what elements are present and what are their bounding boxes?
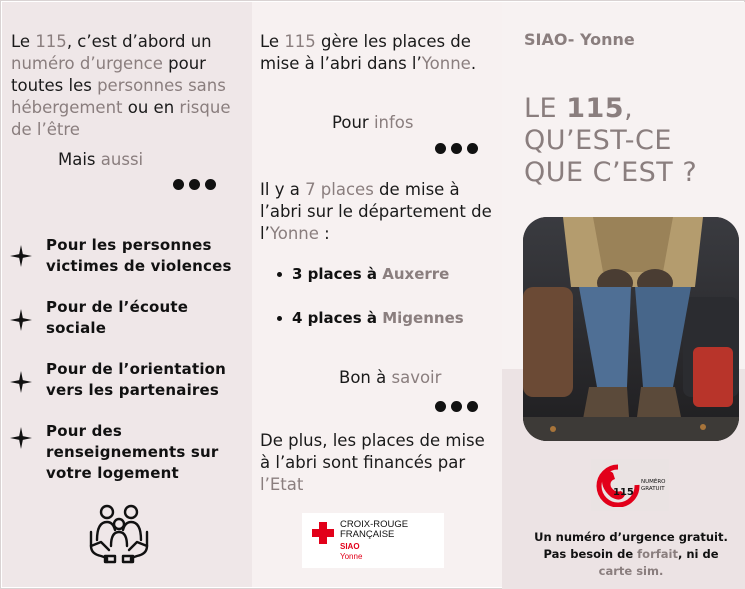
- intro-text: Le 115, c’est d’abord un numéro d’urgence pour toutes les personnes sans hébergement ou en risque de l’être: [11, 32, 231, 139]
- financing-text: De plus, les places de mise à l’abri sont financés par l’Etat: [260, 431, 485, 494]
- main-title: LE 115, QU’EST-CE QUE C’EST ?: [524, 93, 698, 188]
- list-item-auxerre: 3 places à Auxerre: [277, 265, 449, 283]
- tagline-text: Un numéro d’urgence gratuit. Pas besoin de forfait, ni de carte sim.: [534, 530, 728, 578]
- sparkle-icon: [10, 245, 32, 267]
- 115-badge-logo: [591, 459, 669, 511]
- item-ecoute: Pour de l’écoute sociale: [46, 298, 189, 337]
- middle-panel: [252, 2, 502, 587]
- sparkle-icon: [10, 371, 32, 393]
- pour-infos-heading: Pour infos: [332, 113, 414, 132]
- dots-decoration: [173, 179, 216, 190]
- dots-decoration: [435, 401, 478, 412]
- badge-number: 115: [613, 487, 634, 498]
- item-logement: Pour des renseignements sur votre logement: [46, 422, 219, 482]
- family-hands-icon: [87, 502, 151, 564]
- mais-aussi-heading: Mais aussi: [58, 150, 144, 169]
- red-cross-icon: [312, 522, 334, 544]
- list-item-migennes: 4 places à Migennes: [277, 309, 464, 327]
- croix-rouge-logo: CROIX-ROUGE FRANÇAISE SIAO Yonne: [302, 513, 444, 568]
- dots-decoration: [435, 143, 478, 154]
- brand-title: SIAO- Yonne: [524, 30, 635, 49]
- item-orientation: Pour de l’orientation vers les partenaires: [46, 360, 227, 399]
- item-violences: Pour les personnes victimes de violences: [46, 236, 232, 275]
- places-count-text: Il y a 7 places de mise à l’abri sur le département de l’Yonne :: [260, 180, 492, 243]
- bon-a-savoir-heading: Bon à savoir: [339, 368, 442, 387]
- phone-icon: [595, 463, 641, 507]
- homeless-person-photo: [523, 217, 739, 441]
- places-management-text: Le 115 gère les places de mise à l’abri dans l’Yonne.: [260, 32, 477, 73]
- sparkle-icon: [10, 309, 32, 331]
- sparkle-icon: [10, 427, 32, 449]
- badge-label: NUMÉRO GRATUIT: [641, 479, 666, 492]
